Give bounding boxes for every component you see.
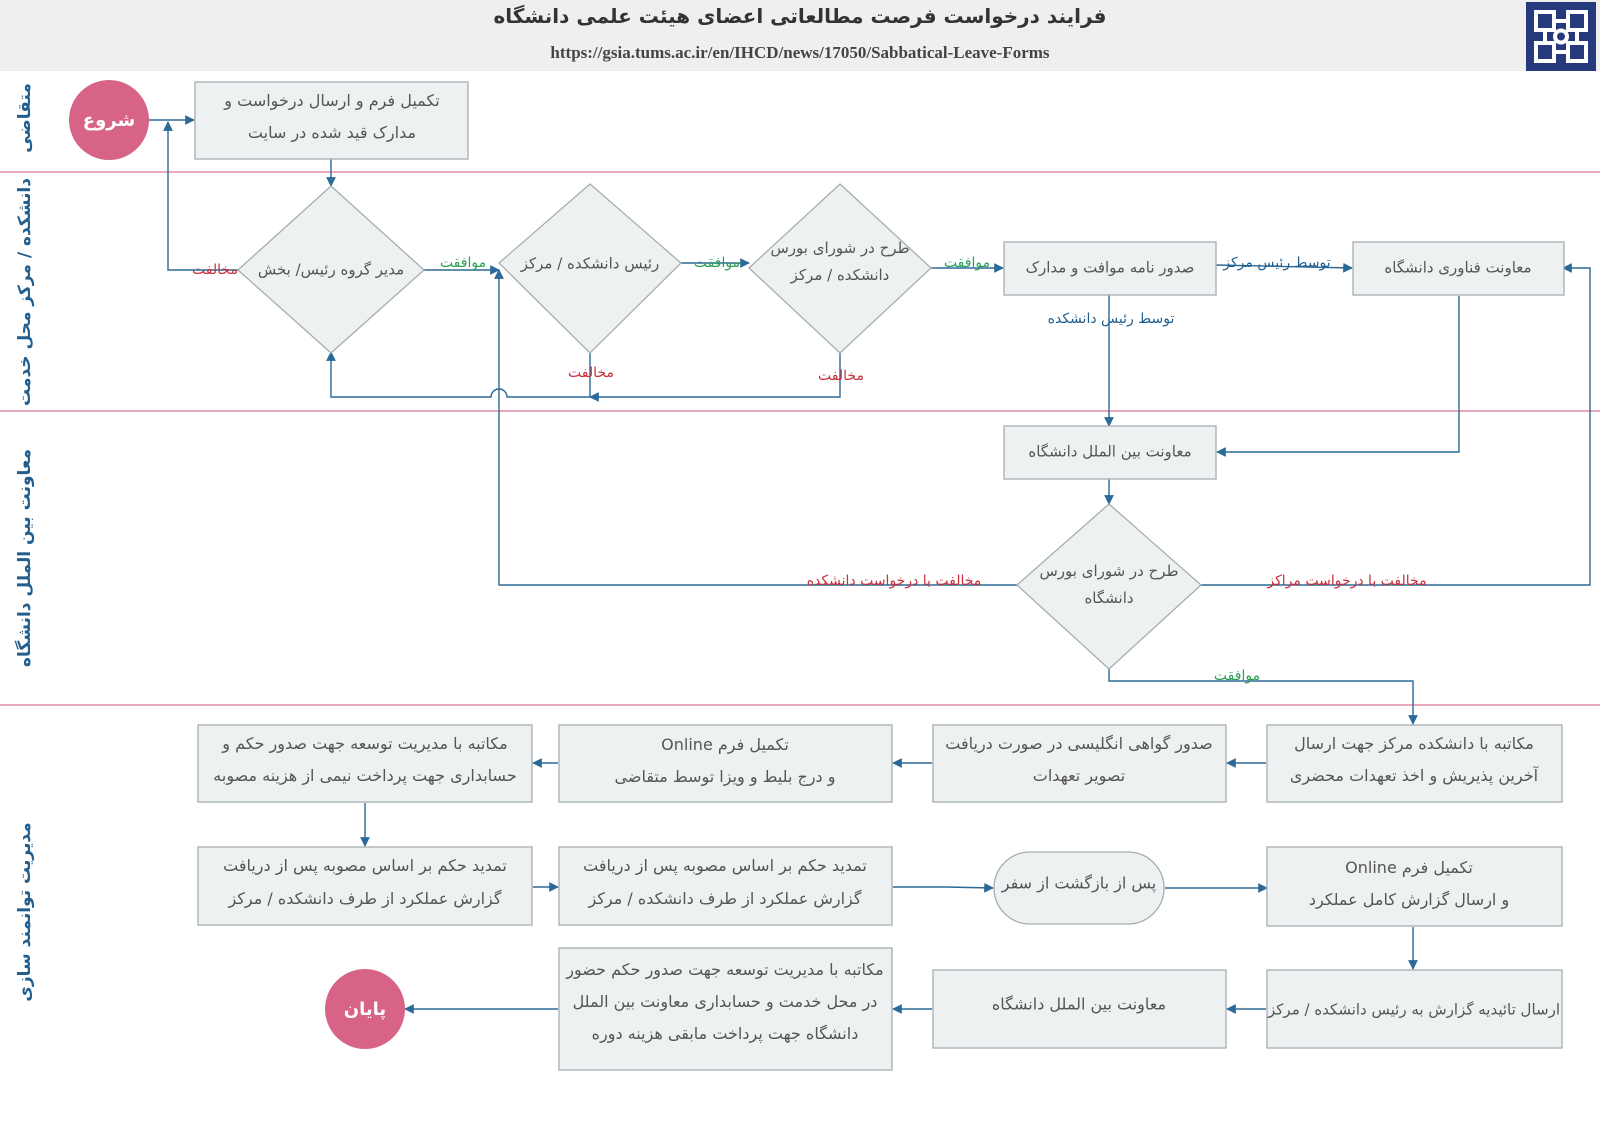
node-text-line: تمدید حکم بر اساس مصوبه پس از دریافت [583,856,867,875]
flow-arrow [590,353,840,397]
lane-label-applicant: متقاضی [15,83,35,153]
lane-label-intl: معاونت بین الملل دانشگاه [15,448,35,668]
node-text-line: تکمیل فرم Online [1345,858,1473,877]
node-text-line: گزارش عملکرد از طرف دانشکده / مرکز [228,889,502,908]
flow-arrow [1109,669,1413,724]
node-text-line: دانشگاه جهت پرداخت مابقی هزینه دوره [591,1024,859,1043]
node-text-line: معاونت فناوری دانشگاه [1384,258,1532,277]
edge-label-approve: موافقت [693,255,741,271]
decision-univ-council [1017,504,1201,669]
node-text-line: طرح در شورای بورس [770,239,910,257]
end-label: پایان [343,999,387,1020]
edge-label-reject: مخالفت [818,368,864,384]
node-text-line: و درج بلیط و ویزا توسط متقاضی [614,767,836,786]
node-text-line: تمدید حکم بر اساس مصوبه پس از دریافت [223,856,507,875]
node-text-line: مکاتبه با مدیریت توسعه جهت صدور حکم حضور [566,960,884,979]
node-text-line: طرح در شورای بورس [1039,562,1179,580]
edge-label-reject-center-request: مخالفت با درخواست مراکز [1267,573,1427,589]
edge-label-reject: مخالفت [192,262,238,278]
edge-label-reject-faculty-request: مخالفت با درخواست دانشکده [806,573,982,589]
node-text-line: مکاتبه با دانشکده مرکز جهت ارسال [1294,734,1534,753]
edge-label-approve: موافقت [1213,668,1261,684]
flow-arrow [1217,296,1459,452]
node-text-line: ارسال تائیدیه گزارش به رئیس دانشکده / مرکز [1268,1000,1560,1019]
edge-label-reject: مخالفت [568,365,614,381]
node-text-line: و ارسال گزارش کامل عملکرد [1308,890,1510,909]
node-text-line: صدور گواهی انگلیسی در صورت دریافت [945,734,1213,753]
page-title: فرایند درخواست فرصت مطالعاتی اعضای هیئت علمی دانشگاه [493,4,1107,28]
node-text-line: پس از بازگشت از سفر [1001,873,1157,893]
node-text-line: مدارک قید شده در سایت [247,123,417,142]
node-text-line: رئیس دانشکده / مرکز [520,254,660,273]
edge-label-approve: موافقت [439,255,487,271]
edge-label-approve: موافقت [943,255,991,271]
node-text-line: تصویر تعهدات [1032,766,1126,785]
lane-label-empowerment: مدیریت توانمند سازی [15,822,35,1002]
node-text-line: حسابداری جهت پرداخت نیمی از هزینه مصوبه [213,766,517,785]
flow-arrow [1201,268,1590,585]
node-text-line: مکاتبه با مدیریت توسعه جهت صدور حکم و [222,734,508,753]
node-text-line: معاونت بین الملل دانشگاه [1028,442,1192,461]
node-text-line: آخرین پذیریش و اخذ تعهدات محضری [1289,766,1539,785]
lane-label-faculty: دانشکده / مرکز محل خدمت [15,178,35,406]
node-text-line: صدور نامه موافت و مدارک [1025,258,1195,277]
node-text-line: در محل خدمت و حسابداری معاونت بین الملل [572,992,878,1011]
node-text-line: دانشگاه [1084,589,1134,607]
node-text-line: دانشکده / مرکز [790,266,890,284]
node-text-line: معاونت بین الملل دانشگاه [991,994,1167,1014]
edge-label-by-faculty-head: توسط رئیس دانشکده [1047,311,1175,327]
edge-label-by-center-head: توسط رئیس مرکز [1223,255,1331,271]
node-text-line: تکمیل فرم Online [661,735,789,754]
node-text-line: مدیر گروه رئیس/ بخش [257,260,405,279]
node-text-line: گزارش عملکرد از طرف دانشکده / مرکز [588,889,862,908]
start-label: شروع [82,110,136,131]
source-url[interactable]: https://gsia.tums.ac.ir/en/IHCD/news/17050/Sabbatical-Leave-Forms [550,43,1050,62]
node-text-line: تکمیل فرم و ارسال درخواست و [224,91,440,110]
flow-arrow [331,352,590,397]
flow-arrow [893,887,993,888]
